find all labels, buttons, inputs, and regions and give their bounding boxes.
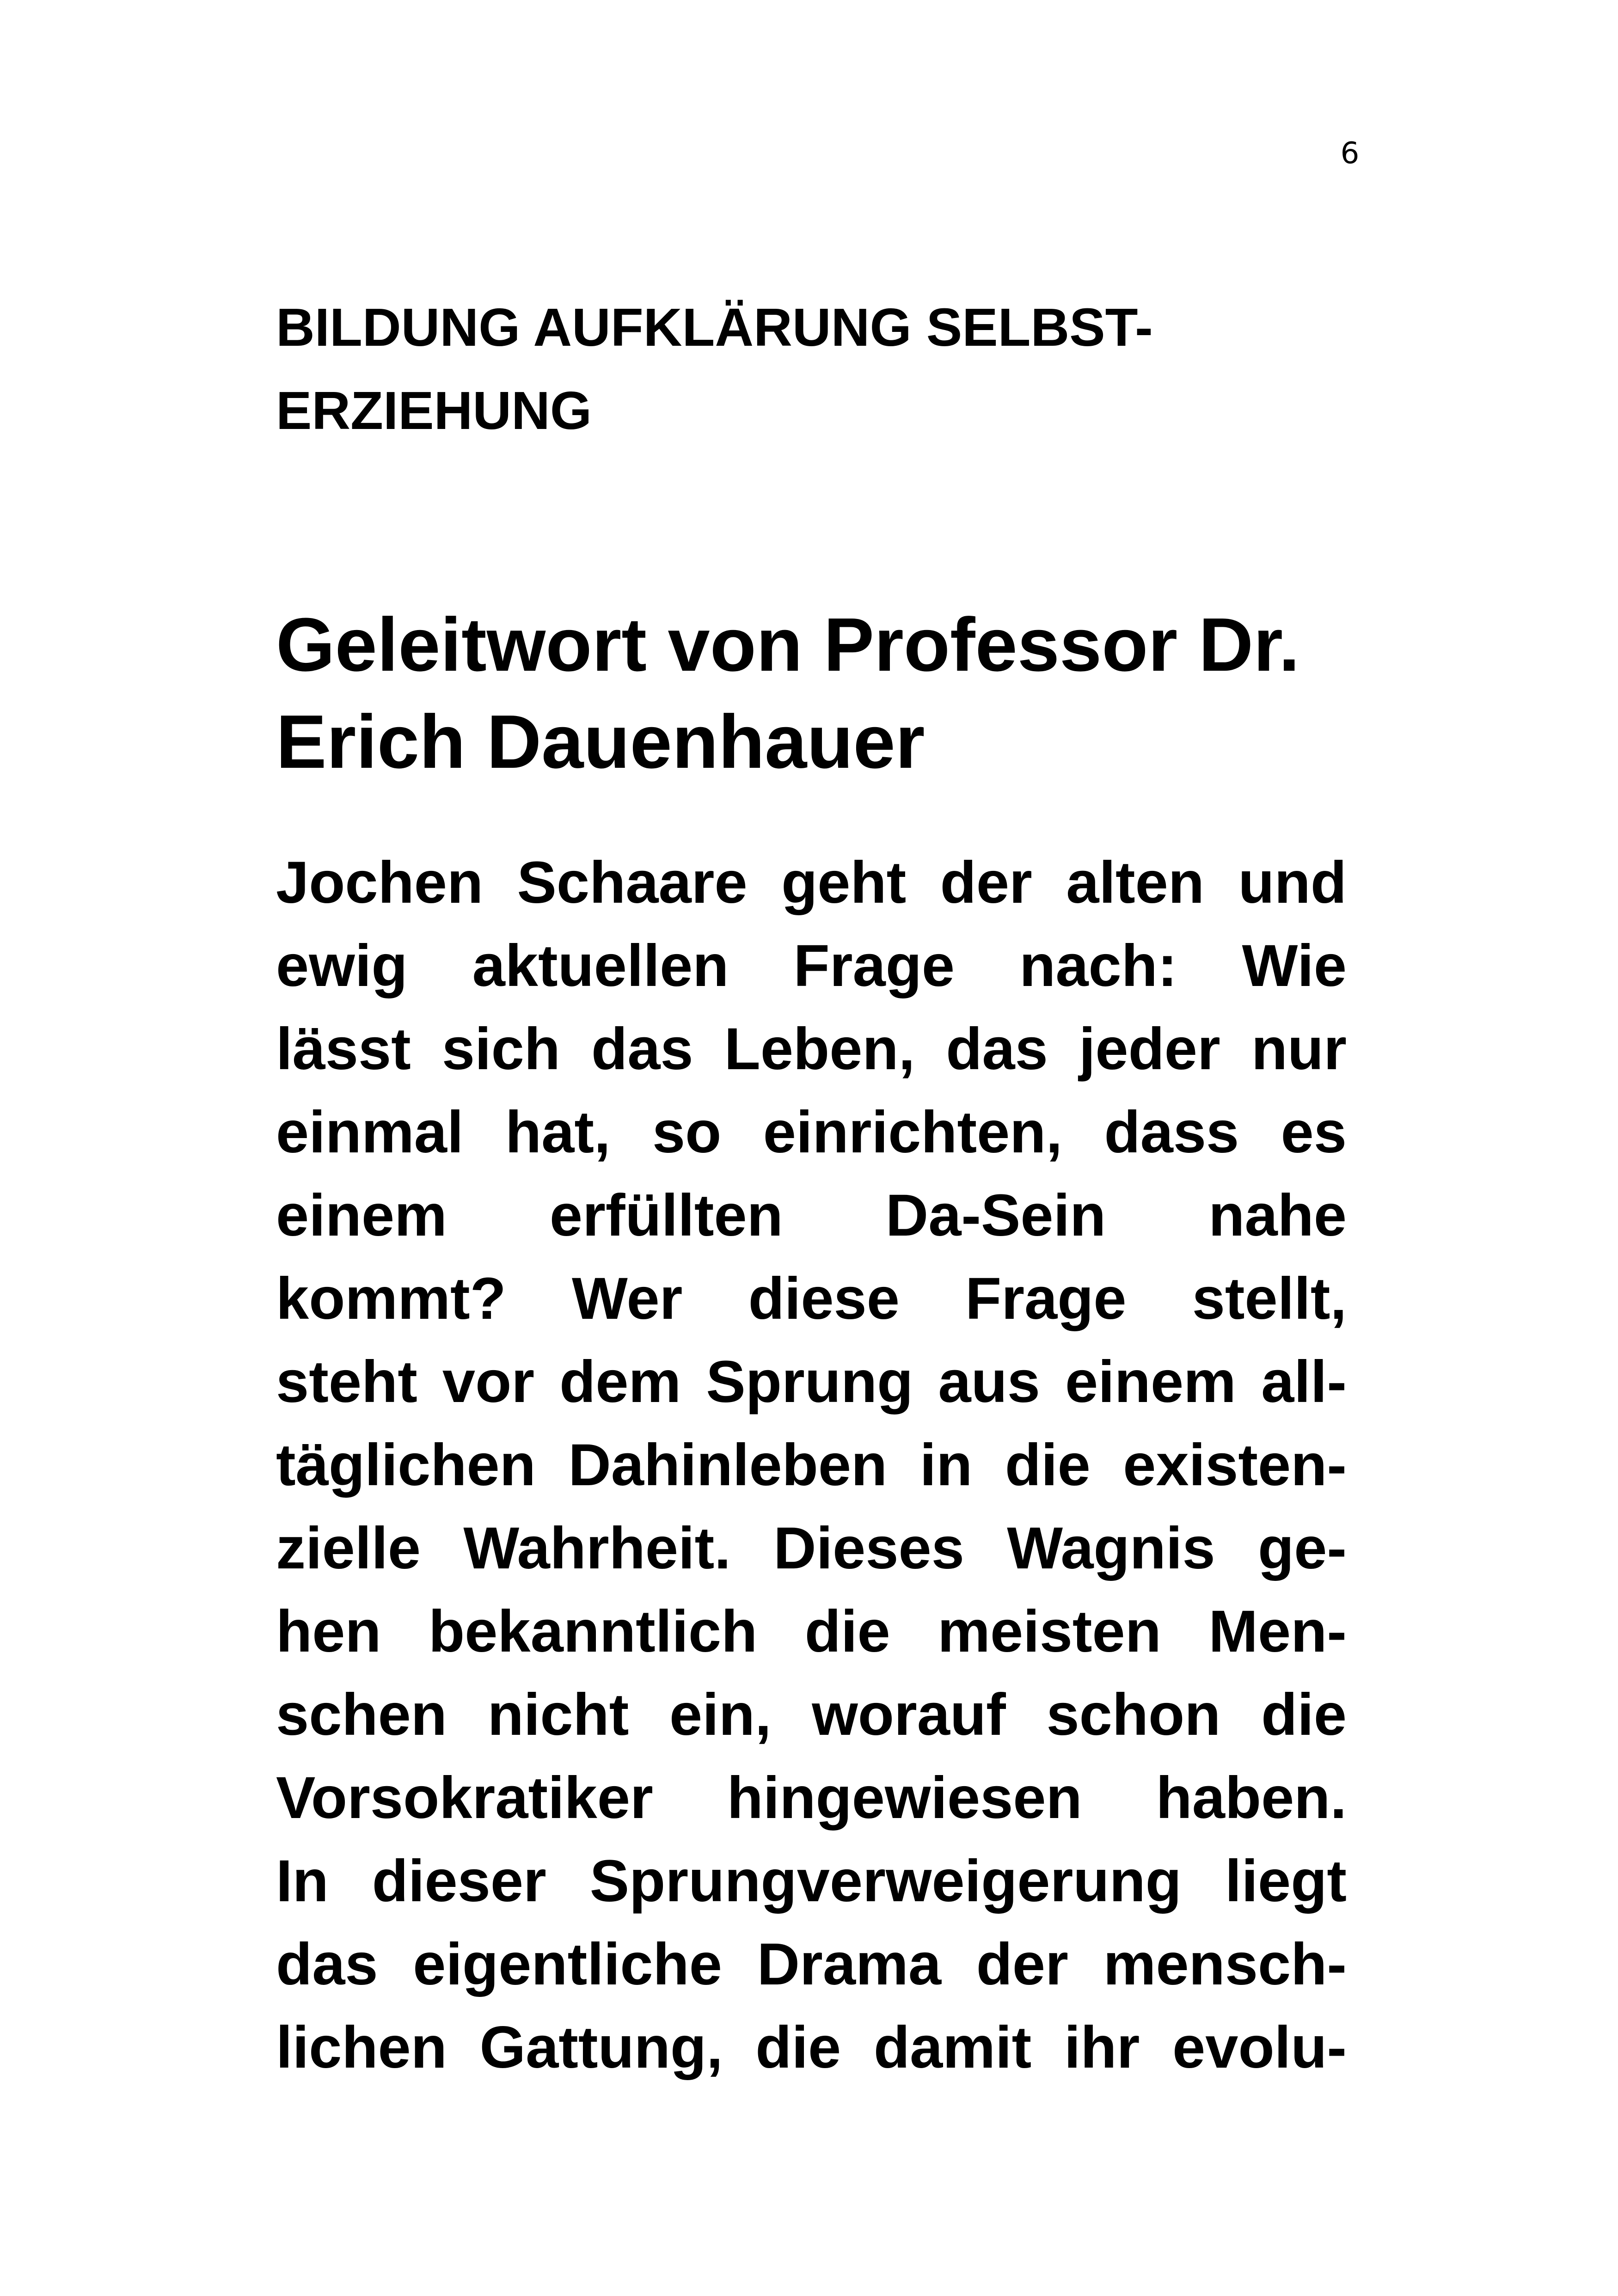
body-line: täglichen Dahinleben in die existen- — [276, 1432, 1347, 1498]
body-line: hen bekanntlich die meisten Men- — [276, 1598, 1347, 1665]
body-line: lässt sich das Leben, das jeder nur — [276, 1016, 1347, 1082]
body-line: einem erfüllten Da-Sein nahe — [276, 1182, 1347, 1249]
body-line: Vorsokratiker hingewiesen haben. — [276, 1765, 1347, 1831]
body-paragraph — [276, 841, 1347, 2089]
body-line: kommt? Wer diese Frage stellt, — [276, 1266, 1347, 1332]
body-line: ewig aktuellen Frage nach: Wie — [276, 933, 1347, 999]
body-line: steht vor dem Sprung aus einem all- — [276, 1349, 1347, 1415]
page-number: 6 — [1340, 136, 1360, 171]
body-line: einmal hat, so einrichten, dass es — [276, 1099, 1347, 1165]
body-line: schen nicht ein, worauf schon die — [276, 1682, 1347, 1748]
body-line: In dieser Sprungverweigerung liegt — [276, 1848, 1347, 1914]
body-line: zielle Wahrheit. Dieses Wagnis ge- — [276, 1515, 1347, 1581]
chapter-title-line: Geleitwort von Professor Dr. — [276, 602, 1300, 687]
section-heading — [276, 286, 1385, 452]
chapter-title-line: Erich Dauenhauer — [276, 699, 925, 784]
body-line: Jochen Schaare geht der alten und — [276, 850, 1347, 916]
body-line: lichen Gattung, die damit ihr evolu- — [276, 2014, 1347, 2081]
chapter-title — [276, 596, 1385, 790]
body-line: das eigentliche Drama der mensch- — [276, 1931, 1347, 1997]
section-heading-line: BILDUNG AUFKLÄRUNG SELBST- — [276, 297, 1153, 357]
section-heading-line: ERZIEHUNG — [276, 380, 592, 441]
